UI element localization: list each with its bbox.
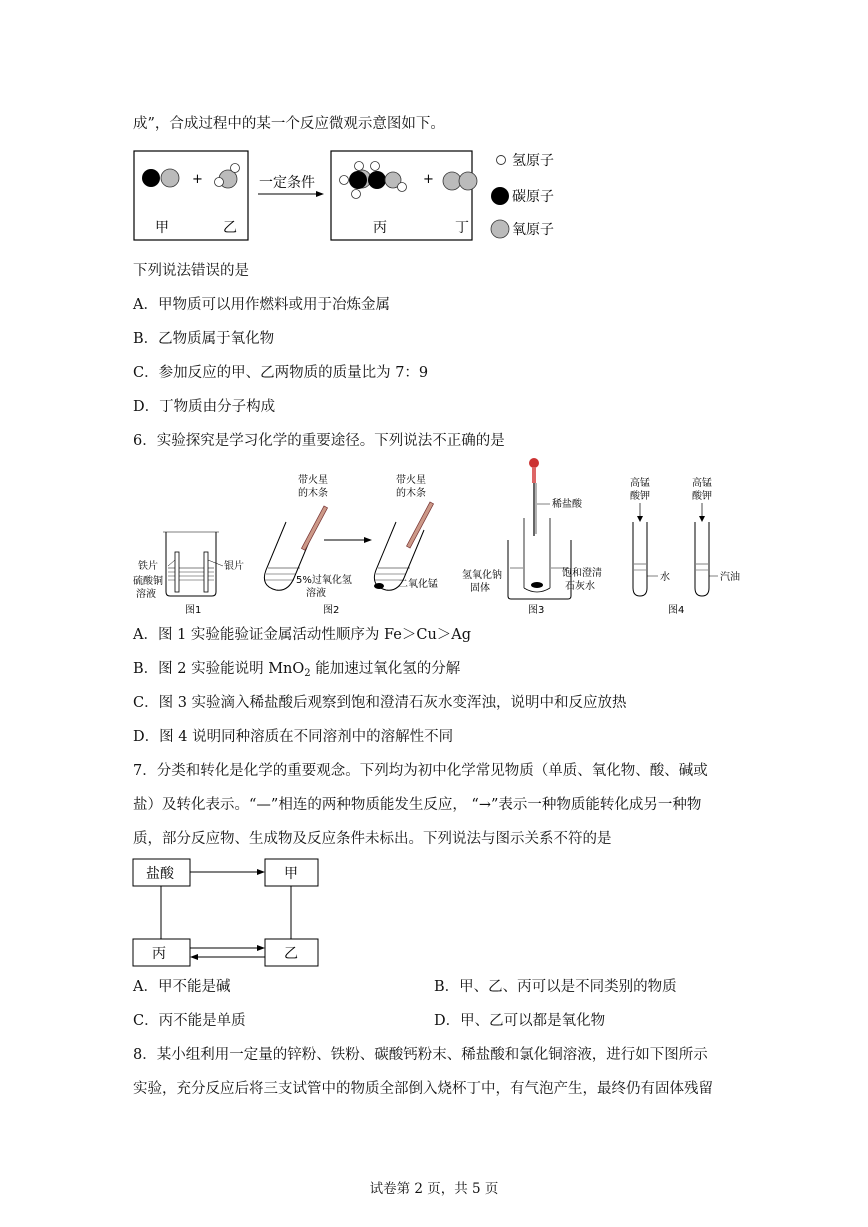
q6-option-b-text-end: 能加速过氧化氢的分解 (310, 661, 461, 677)
q6-option-b-text: B．图 2 实验能说明 MnO (133, 661, 305, 677)
fig2-splint-1 (301, 506, 327, 550)
node-jia-label: 甲 (284, 866, 298, 882)
fig4-kmno4-label-2b: 酸钾 (692, 491, 712, 502)
fig3-caption: 图3 (528, 605, 545, 616)
label-ding: 丁 (455, 220, 469, 236)
plus-sign: + (192, 172, 203, 187)
fig4-caption: 图4 (668, 605, 685, 616)
q5-option-d[interactable]: D．丁物质由分子构成 (133, 399, 276, 415)
legend-carbon-icon (491, 187, 509, 205)
q7-option-a[interactable]: A．甲不能是碱 (133, 979, 231, 995)
hydrogen-atom (231, 164, 240, 173)
fig2-splint-label-1b: 的木条 (298, 488, 328, 499)
q8-stem-line-1: 8．某小组利用一定量的锌粉、铁粉、碳酸钙粉末、稀盐酸和氯化铜溶液，进行如下图所示 (133, 1047, 708, 1063)
q6-option-a[interactable]: A．图 1 实验能验证金属活动性顺序为 Fe＞Cu＞Ag (133, 627, 472, 643)
q6-option-b[interactable] (133, 659, 460, 684)
naoh-solid (531, 582, 543, 588)
iron-strip (175, 552, 179, 592)
q8-stem-line-2: 实验，充分反应后将三支试管中的物质全部倒入烧杯丁中，有气泡产生，最终仍有固体残留 (133, 1081, 713, 1097)
hydrogen-atom (352, 190, 361, 199)
carbon-atom (349, 171, 367, 189)
q7-stem-line-1: 7．分类和转化是化学的重要观念。下列均为初中化学常见物质（单质、氧化物、酸、碱或 (133, 763, 708, 779)
hydrogen-atom (355, 162, 364, 171)
fig2-splint-label-2a: 带火星 (396, 475, 426, 486)
q7-option-b[interactable]: B．甲、乙、丙可以是不同类别的物质 (434, 979, 677, 995)
fig3-acid-label: 稀盐酸 (552, 499, 582, 510)
fig1-silver-label: 银片 (224, 561, 244, 572)
fig3-naoh-label-1: 氢氧化钠 (462, 570, 502, 581)
carbon-atom (368, 171, 386, 189)
fig2-splint-label-1a: 带火星 (298, 475, 328, 486)
silver-strip (204, 552, 208, 592)
q5-option-b[interactable]: B．乙物质属于氧化物 (133, 331, 275, 347)
q7-option-c[interactable]: C．丙不能是单质 (133, 1013, 246, 1029)
fig3-naoh-label-2: 固体 (470, 583, 490, 594)
q6-option-c[interactable]: C．图 3 实验滴入稀盐酸后观察到饱和澄清石灰水变浑浊，说明中和反应放热 (133, 695, 627, 711)
q6-experiment-figures (128, 456, 748, 618)
plus-sign: + (423, 172, 434, 187)
q6-stem: 6．实验探究是学习化学的重要途径。下列说法不正确的是 (133, 433, 505, 449)
node-yi-label: 乙 (284, 946, 298, 962)
fig2-mno2-label: 二氧化锰 (398, 579, 438, 590)
arrow-label: 一定条件 (259, 175, 315, 191)
q6-option-d[interactable]: D．图 4 说明同种溶质在不同溶剂中的溶解性不同 (133, 729, 454, 745)
fig4-kmno4-label-1a: 高锰 (630, 478, 650, 489)
carbon-atom (142, 169, 160, 187)
fig1-solution-label-1: 硫酸铜 (133, 576, 163, 587)
fig4-water-label: 水 (660, 572, 670, 583)
legend-oxygen-icon (491, 220, 509, 238)
q7-stem-line-3: 质，部分反应物、生成物及反应条件未标出。下列说法与图示关系不符的是 (133, 831, 612, 847)
legend-carbon-label: 碳原子 (512, 189, 554, 205)
fig4-gasoline-label: 汽油 (720, 572, 740, 583)
fig2-splint-2 (407, 502, 434, 548)
intro-line: 成”，合成过程中的某一个反应微观示意图如下。 (133, 116, 445, 132)
q7-relation-diagram (128, 856, 328, 971)
legend-hydrogen-label: 氢原子 (512, 153, 554, 169)
hydrogen-atom (371, 162, 380, 171)
label-bing: 丙 (373, 220, 387, 236)
fig4-kmno4-label-1b: 酸钾 (630, 491, 650, 502)
label-yi: 乙 (223, 220, 237, 236)
node-bing-label: 丙 (152, 946, 166, 962)
legend-oxygen-label: 氧原子 (512, 222, 554, 238)
q6-option-b-subscript: 2 (304, 668, 311, 679)
node-hcl-label: 盐酸 (146, 866, 174, 882)
fig1-caption: 图1 (185, 605, 202, 616)
fig2-splint-label-2b: 的木条 (396, 488, 426, 499)
hydrogen-atom (215, 178, 224, 187)
fig2-h2o2-label-1: 5%过氧化氢 (296, 575, 352, 586)
oxygen-atom (161, 169, 179, 187)
fig3-lime-label-2: 石灰水 (565, 581, 595, 592)
fig1-iron-label: 铁片 (138, 561, 158, 572)
q7-option-d[interactable]: D．甲、乙可以都是氧化物 (434, 1013, 606, 1029)
q7-stem-line-2: 盐）及转化表示。“—”相连的两种物质能发生反应， “→”表示一种物质能转化成另一种物 (133, 797, 702, 813)
fig4-test-tube-gasoline (695, 522, 709, 596)
fig4-kmno4-label-2a: 高锰 (692, 478, 712, 489)
mno2-powder (374, 583, 384, 589)
dropper-bulb (529, 458, 539, 468)
oxygen-atom (443, 172, 461, 190)
fig3-lime-label-1: 饱和澄清 (562, 568, 602, 579)
q5-prompt: 下列说法错误的是 (133, 263, 249, 279)
fig2-caption: 图2 (323, 605, 340, 616)
label-jia: 甲 (155, 220, 169, 236)
q5-reaction-diagram (128, 146, 568, 246)
hydrogen-atom (398, 183, 407, 192)
hydrogen-atom (340, 176, 349, 185)
q5-option-c[interactable]: C．参加反应的甲、乙两物质的质量比为 7：9 (133, 365, 429, 381)
fig4-test-tube-water (633, 522, 647, 596)
fig1-solution-label-2: 溶液 (136, 589, 156, 600)
legend-hydrogen-icon (497, 156, 506, 165)
q5-option-a[interactable]: A．甲物质可以用作燃料或用于冶炼金属 (133, 297, 390, 313)
page-footer: 试卷第 2 页，共 5 页 (369, 1181, 499, 1197)
oxygen-atom (459, 172, 477, 190)
fig2-h2o2-label-2: 溶液 (306, 588, 326, 599)
